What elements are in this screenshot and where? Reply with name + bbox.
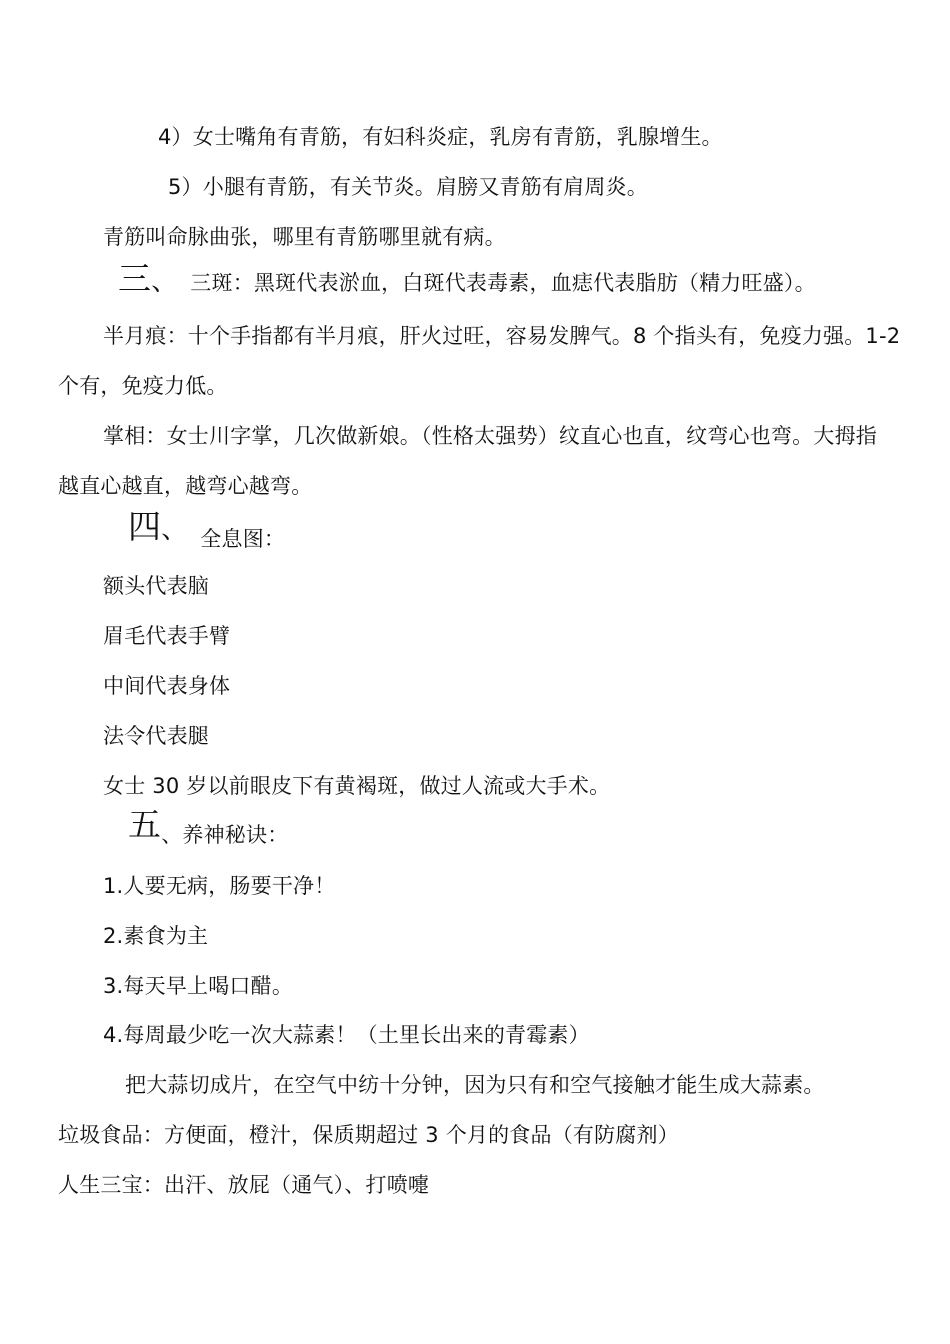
text-line-etou: 额头代表脑	[103, 574, 209, 598]
section-text-4: 全息图：	[200, 527, 286, 551]
list-item-4: 4.每周最少吃一次大蒜素！（土里长出来的青霉素）	[103, 1023, 590, 1047]
section-text-5: 、养神秘诀：	[161, 823, 289, 847]
text-line-banyuehen: 半月痕：十个手指都有半月痕，肝火过旺，容易发脾气。8 个指头有，免疫力强。1-2	[103, 324, 901, 348]
text-line-huanghebian: 女士 30 岁以前眼皮下有黄褐斑，做过人流或大手术。	[103, 774, 611, 798]
text-line-banyuehen-cont: 个有，免疫力低。	[58, 374, 228, 398]
text-line-dasuan: 把大蒜切成片，在空气中纺十分钟，因为只有和空气接触才能生成大蒜素。	[125, 1073, 825, 1097]
text-line-meimao: 眉毛代表手臂	[103, 624, 231, 648]
list-item-1: 1.人要无病，肠要干净！	[103, 874, 336, 898]
text-line-zhangxiang-cont: 越直心越直，越弯心越弯。	[58, 474, 313, 498]
list-item-2: 2.素食为主	[103, 924, 209, 948]
list-item-3: 3.每天早上喝口醋。	[103, 974, 294, 998]
section-heading-3	[118, 259, 816, 298]
text-line-faling: 法令代表腿	[103, 724, 209, 748]
section-heading-4	[128, 507, 286, 551]
text-line-zhangxiang: 掌相：女士川字掌，几次做新娘。（性格太强势）纹直心也直，纹弯心也弯。大拇指	[103, 424, 877, 448]
text-line-laji: 垃圾食品：方便面，橙汁，保质期超过 3 个月的食品（有防腐剂）	[58, 1123, 679, 1147]
section-number-4: 四	[128, 507, 162, 546]
text-line-qingjin: 青筋叫命脉曲张，哪里有青筋哪里就有病。	[103, 225, 506, 249]
text-line-4: 4）女士嘴角有青筋，有妇科炎症，乳房有青筋，乳腺增生。	[158, 125, 723, 149]
section-separator: 、	[161, 515, 188, 545]
text-line-5: 5）小腿有青筋，有关节炎。肩膀又青筋有肩周炎。	[168, 175, 648, 199]
section-heading-5	[128, 805, 289, 847]
section-separator: 、	[151, 267, 178, 297]
section-number-5: 五	[128, 805, 162, 844]
section-text-3: 三斑：黑斑代表淤血，白斑代表毒素，血痣代表脂肪（精力旺盛）。	[190, 271, 816, 295]
text-line-zhongjian: 中间代表身体	[103, 674, 231, 698]
text-line-sanbao: 人生三宝：出汗、放屁（通气）、打喷嚏	[58, 1173, 430, 1197]
section-number-3: 三	[118, 259, 152, 298]
